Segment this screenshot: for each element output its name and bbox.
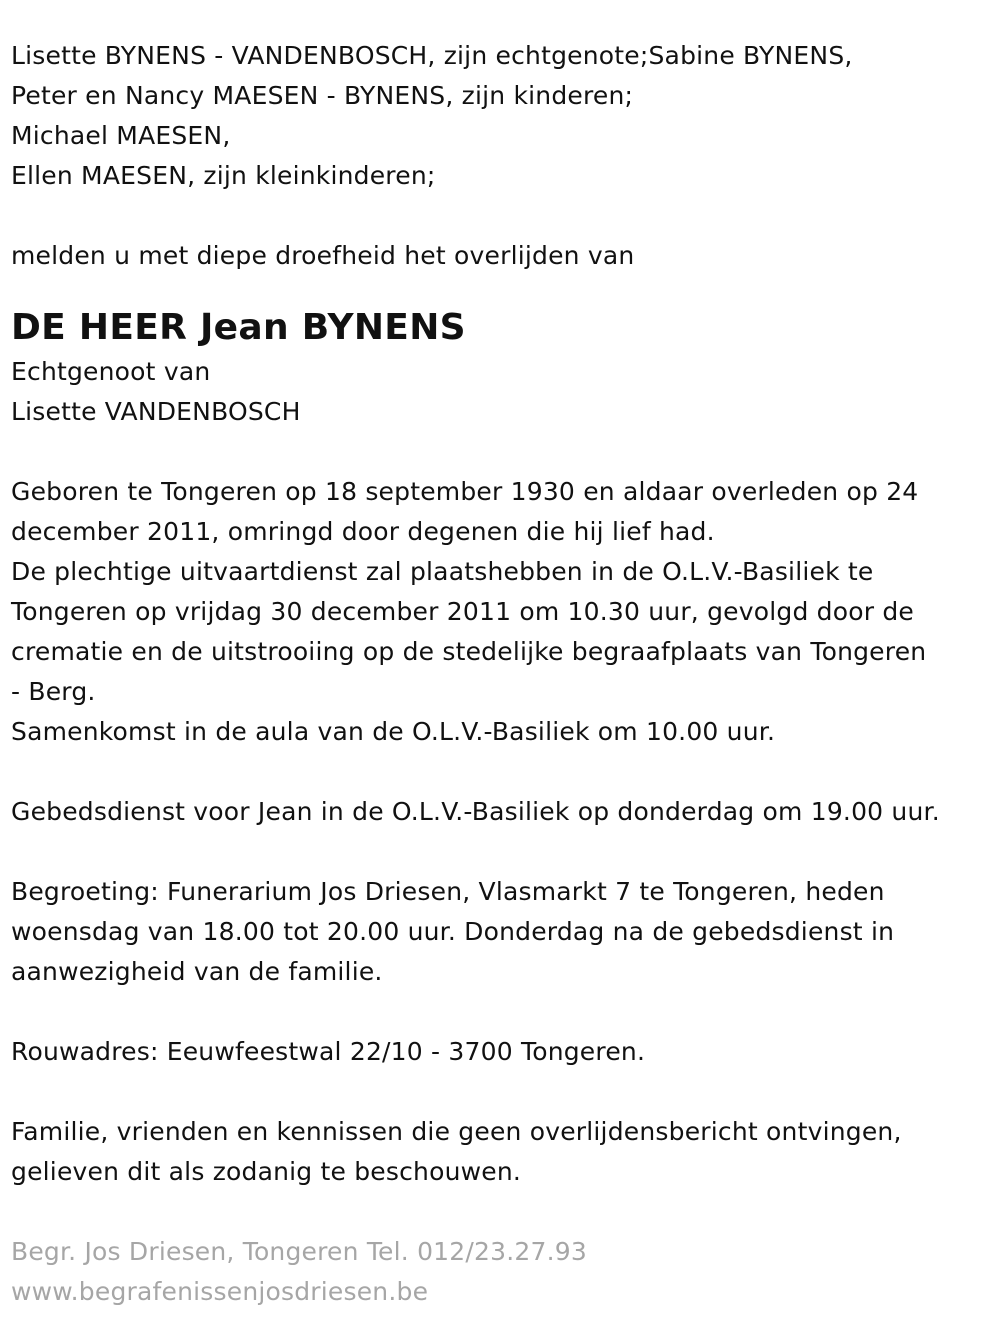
details-line: De plechtige uitvaartdienst zal plaatshebben in de O.L.V.-Basiliek te: [11, 557, 874, 586]
details-line: Samenkomst in de aula van de O.L.V.-Basiliek om 10.00 uur.: [11, 717, 776, 746]
funeral-home-website: www.begrafenissenjosdriesen.be: [11, 1277, 429, 1306]
deceased-name-heading: DE HEER Jean BYNENS: [11, 307, 466, 348]
closing-line: Familie, vrienden en kennissen die geen overlijdensbericht ontvingen,: [11, 1117, 902, 1146]
spacer: [11, 1072, 991, 1112]
details-line: - Berg.: [11, 677, 96, 706]
funeral-home-contact: Begr. Jos Driesen, Tongeren Tel. 012/23.27.93: [11, 1237, 587, 1266]
closing-block: [11, 1112, 991, 1192]
details-line: Geboren te Tongeren op 18 september 1930 en aldaar overleden op 24: [11, 477, 919, 506]
details-line: crematie en de uitstrooiing op de stedelijke begraafplaats van Tongeren: [11, 637, 927, 666]
visitation-line: woensdag van 18.00 tot 20.00 uur. Donderdag na de gebedsdienst in: [11, 917, 895, 946]
spacer: [11, 1192, 991, 1232]
spouse-line: Echtgenoot van: [11, 357, 211, 386]
spacer: [11, 752, 991, 792]
visitation-line: aanwezigheid van de familie.: [11, 957, 383, 986]
spacer: [11, 432, 991, 472]
spacer: [11, 196, 991, 236]
visitation-line: Begroeting: Funerarium Jos Driesen, Vlasmarkt 7 te Tongeren, heden: [11, 877, 885, 906]
funeral-details: [11, 472, 991, 752]
family-line: Lisette BYNENS - VANDENBOSCH, zijn echtgenote;Sabine BYNENS,: [11, 41, 853, 70]
announcement-text: melden u met diepe droefheid het overlijden van: [11, 241, 635, 270]
details-line: Tongeren op vrijdag 30 december 2011 om 10.30 uur, gevolgd door de: [11, 597, 915, 626]
mourning-address-text: Rouwadres: Eeuwfeestwal 22/10 - 3700 Tongeren.: [11, 1037, 646, 1066]
closing-line: gelieven dit als zodanig te beschouwen.: [11, 1157, 522, 1186]
spacer: [11, 992, 991, 1032]
details-line: december 2011, omringd door degenen die hij lief had.: [11, 517, 715, 546]
family-line: Ellen MAESEN, zijn kleinkinderen;: [11, 161, 436, 190]
spouse-line: Lisette VANDENBOSCH: [11, 397, 301, 426]
visitation-block: [11, 872, 991, 992]
spacer: [11, 832, 991, 872]
obituary-notice: [11, 36, 991, 1312]
spouse-block: [11, 352, 991, 432]
family-list: [11, 36, 991, 196]
family-line: Peter en Nancy MAESEN - BYNENS, zijn kinderen;: [11, 81, 634, 110]
prayer-service-text: Gebedsdienst voor Jean in de O.L.V.-Basiliek op donderdag om 19.00 uur.: [11, 797, 940, 826]
family-line: Michael MAESEN,: [11, 121, 231, 150]
funeral-home-footer: [11, 1232, 991, 1312]
